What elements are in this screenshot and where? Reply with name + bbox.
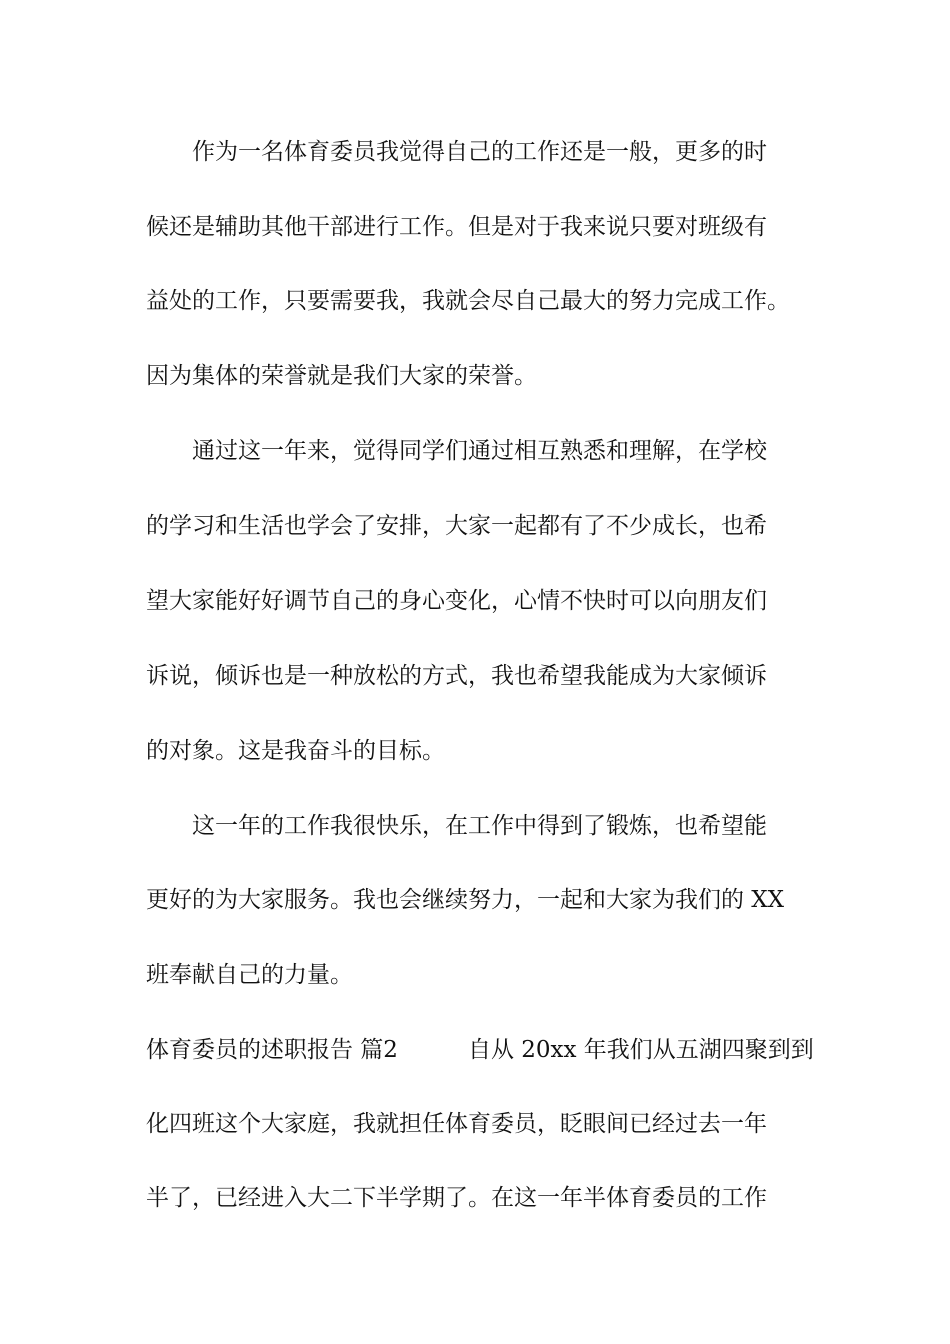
paragraph-2-line-5: 的对象。这是我奋斗的目标。 xyxy=(146,738,445,764)
paragraph-1-line-3: 益处的工作，只要需要我，我就会尽自己最大的努力完成工作。 xyxy=(146,288,790,314)
paragraph-2-line-1: 通过这一年来，觉得同学们通过相互熟悉和理解，在学校 xyxy=(192,438,767,464)
paragraph-2-line-2: 的学习和生活也学会了安排，大家一起都有了不少成长，也希 xyxy=(146,513,767,539)
paragraph-3-line-2: 更好的为大家服务。我也会继续努力，一起和大家为我们的 XX xyxy=(146,887,785,913)
section-heading-line xyxy=(146,1030,826,1070)
section-line-2: 化四班这个大家庭，我就担任体育委员，眨眼间已经过去一年 xyxy=(146,1111,767,1137)
section-heading: 体育委员的述职报告 篇2 xyxy=(146,1037,398,1063)
paragraph-3-line-3: 班奉献自己的力量。 xyxy=(146,962,353,988)
paragraph-1-line-2: 候还是辅助其他干部进行工作。但是对于我来说只要对班级有 xyxy=(146,214,767,240)
paragraph-2-line-4: 诉说，倾诉也是一种放松的方式，我也希望我能成为大家倾诉 xyxy=(146,663,767,689)
paragraph-1-line-1: 作为一名体育委员我觉得自己的工作还是一般，更多的时 xyxy=(192,139,767,165)
paragraph-3-line-1: 这一年的工作我很快乐，在工作中得到了锻炼，也希望能 xyxy=(192,813,767,839)
paragraph-1-line-4: 因为集体的荣誉就是我们大家的荣誉。 xyxy=(146,363,537,389)
section-line-3: 半了，已经进入大二下半学期了。在这一年半体育委员的工作 xyxy=(146,1185,767,1211)
section-heading-continuation: 自从 20xx 年我们从五湖四聚到到 xyxy=(467,1037,814,1063)
paragraph-2-line-3: 望大家能好好调节自己的身心变化，心情不快时可以向朋友们 xyxy=(146,588,767,614)
